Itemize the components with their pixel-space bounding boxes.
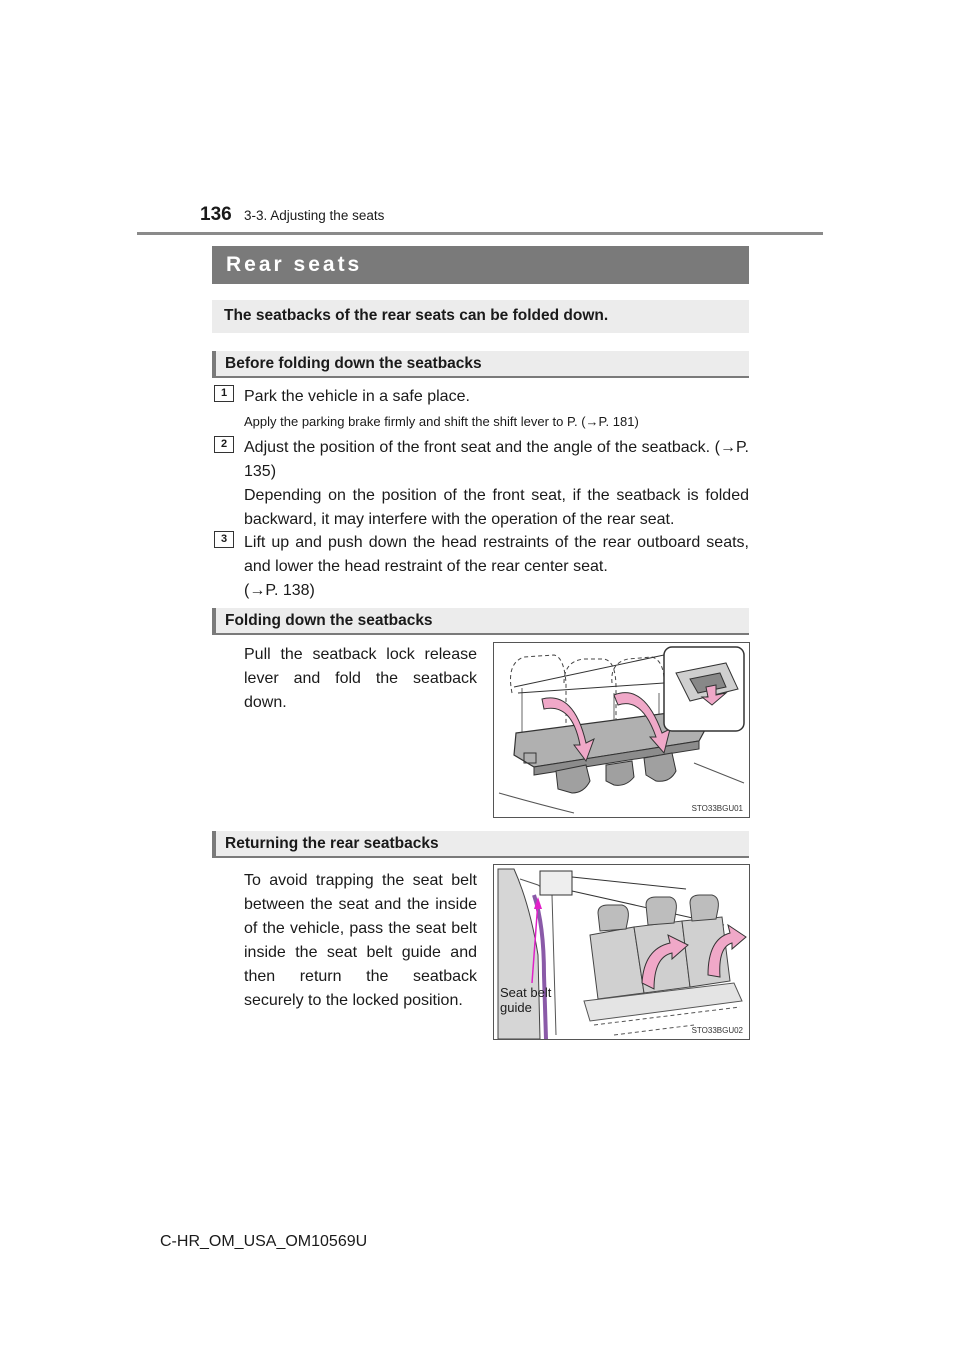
section-title: Rear seats: [226, 253, 363, 276]
figure-code: STO33BGU01: [691, 804, 743, 813]
step-2-note: Depending on the position of the front seat, if the seatback is folded backward, it may interfere with the operation of the rear seat.: [244, 487, 749, 528]
returning-instructions: To avoid trapping the seat belt between the seat and the inside of the vehicle, pass the seat belt inside the seat belt guide and then return the seatback securely to the locked position.: [244, 872, 477, 1009]
step-1-note: Apply the parking brake firmly and shift the shift lever to P. (→P. 181): [244, 414, 639, 429]
step-2-text: Adjust the position of the front seat and the angle of the seatback. (→P. 135): [244, 439, 749, 480]
subheading-label: Returning the rear seatbacks: [225, 835, 439, 852]
folding-instructions: Pull the seatback lock release lever and fold the seatback down.: [244, 646, 477, 711]
subheading-label: Before folding down the seatbacks: [225, 355, 482, 372]
fold-seatback-illustration: [494, 643, 749, 817]
figure-return-seatback: [493, 864, 750, 1040]
step-marker-3: 3: [214, 531, 234, 548]
header-rule: [137, 232, 823, 235]
step-marker-2: 2: [214, 436, 234, 453]
page-number: 136: [200, 204, 232, 225]
subheading-label: Folding down the seatbacks: [225, 612, 433, 629]
figure-fold-seatback: [493, 642, 750, 818]
footer-document-code: C-HR_OM_USA_OM10569U: [160, 1233, 368, 1250]
step-3-text: Lift up and push down the head restraints of the rear outboard seats, and lower the head restraint of the rear center seat.: [244, 534, 749, 575]
section-reference: 3-3. Adjusting the seats: [244, 208, 385, 223]
figure-code: STO33BGU02: [691, 1026, 743, 1035]
section-title-bar: [212, 246, 749, 284]
step-marker-1: 1: [214, 385, 234, 402]
subheading-returning: [212, 831, 749, 858]
callout-line-2: guide: [500, 1000, 532, 1015]
callout-line-1: Seat belt: [500, 985, 552, 1000]
seat-belt-guide-callout: [500, 985, 551, 1015]
intro-box: [212, 300, 749, 333]
intro-text: The seatbacks of the rear seats can be folded down.: [224, 307, 609, 324]
step-3-ref: (→P. 138): [244, 582, 315, 599]
step-1-text: Park the vehicle in a safe place.: [244, 388, 470, 405]
subheading-before-folding: [212, 351, 749, 378]
subheading-folding: [212, 608, 749, 635]
